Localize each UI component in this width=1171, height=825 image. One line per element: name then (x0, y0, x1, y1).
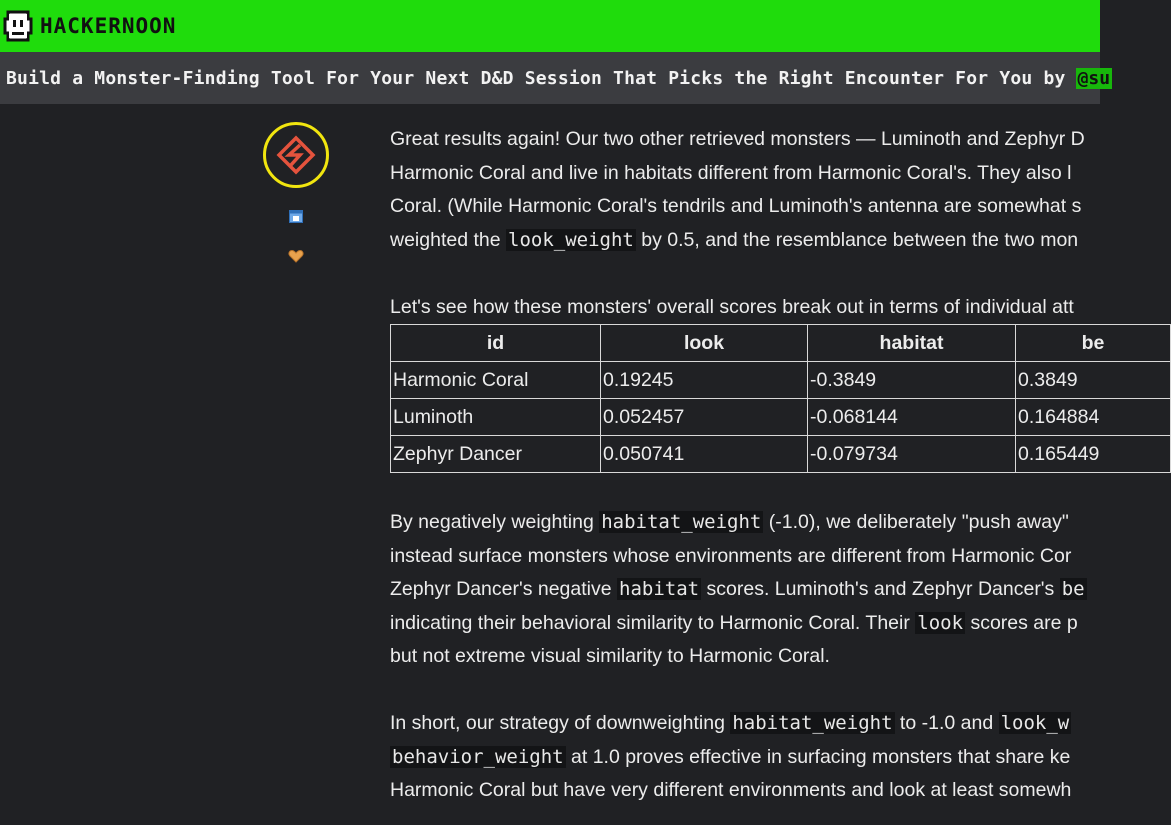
text-fragment: By negatively weighting (390, 511, 600, 533)
table-cell: 0.3849 (1016, 362, 1171, 399)
table-cell: Luminoth (391, 399, 601, 436)
inline-code: be (1061, 578, 1085, 600)
text-fragment: Zephyr Dancer's negative (390, 578, 618, 600)
text-fragment: to -1.0 and (894, 712, 999, 734)
table-cell: -0.068144 (808, 399, 1016, 436)
text-line (390, 573, 1087, 607)
text-fragment: weighted the (390, 228, 507, 251)
inline-code: look (917, 611, 964, 634)
top-navbar (0, 0, 1100, 52)
author-avatar-icon (276, 135, 316, 175)
paragraph-summary (390, 707, 1071, 808)
table-cell: Harmonic Coral (391, 362, 601, 399)
brand-name: HACKERNOON (40, 14, 177, 38)
paragraph-habitat-weighting (390, 506, 1087, 674)
column-header: be (1016, 325, 1171, 362)
inline-code: habitat (619, 578, 700, 600)
table-row (391, 399, 1171, 436)
hackernoon-logo[interactable] (4, 0, 176, 52)
text-fragment: scores. Luminoth's and Zephyr Dancer's (701, 578, 1060, 600)
text-fragment: indicating their behavioral similarity to Harmonic Coral. Their (390, 611, 916, 634)
inline-code: habitat_weight (601, 511, 762, 533)
text-line: instead surface monsters whose environments are different from Harmonic Cor (390, 544, 1072, 567)
table-header-row (391, 325, 1171, 362)
text-line: Let's see how these monsters' overall scores break out in terms of individual att (390, 296, 1074, 318)
author-link[interactable]: @su (1077, 67, 1111, 89)
heart-icon[interactable] (288, 248, 304, 264)
text-line: but not extreme visual similarity to Harmonic Coral. (390, 645, 830, 667)
text-line: Coral. (While Harmonic Coral's tendrils and Luminoth's antenna are somewhat s (390, 195, 1082, 217)
text-line: Harmonic Coral but have very different environments and look at least somewh (390, 779, 1072, 801)
text-fragment: scores are p (965, 611, 1078, 634)
paragraph-results (390, 123, 1085, 257)
text-fragment: (-1.0), we deliberately "push away" (763, 511, 1069, 533)
text-fragment: In short, our strategy of downweighting (390, 712, 731, 734)
text-line (390, 741, 1071, 775)
calendar-icon (288, 208, 304, 224)
table-cell: Zephyr Dancer (391, 436, 601, 473)
hackernoon-logo-icon (4, 10, 32, 42)
paragraph-scores-intro (390, 291, 1074, 325)
table-cell: 0.050741 (601, 436, 808, 473)
article-title-bar (0, 52, 1111, 104)
table-cell: 0.19245 (601, 362, 808, 399)
table-row (391, 362, 1171, 399)
text-line: Great results again! Our two other retrieved monsters — Luminoth and Zephyr D (390, 128, 1085, 150)
article-body (390, 104, 1105, 825)
scores-table (390, 324, 1171, 473)
table-cell: -0.3849 (808, 362, 1016, 399)
text-line (390, 707, 1071, 741)
text-line (390, 506, 1087, 540)
author-avatar[interactable] (263, 122, 329, 188)
table-cell: 0.052457 (601, 399, 808, 436)
column-header: habitat (808, 325, 1016, 362)
text-fragment: at 1.0 proves effective in surfacing monsters that share ke (565, 745, 1071, 768)
text-fragment: by 0.5, and the resemblance between the two mon (635, 228, 1079, 251)
inline-code: look_weight (508, 228, 634, 251)
table-cell: 0.164884 (1016, 399, 1171, 436)
inline-code: look_w (1000, 712, 1070, 734)
text-line: Harmonic Coral and live in habitats different from Harmonic Coral's. They also l (390, 161, 1072, 184)
inline-code: habitat_weight (732, 712, 893, 734)
table-row (391, 436, 1171, 473)
table-cell: -0.079734 (808, 436, 1016, 473)
inline-code: behavior_weight (392, 745, 564, 768)
text-line (390, 607, 1087, 641)
column-header: id (391, 325, 601, 362)
table-cell: 0.165449 (1016, 436, 1171, 473)
article-title: Build a Monster-Finding Tool For Your Next D&D Session That Picks the Right Encounter For You by (6, 67, 1066, 89)
text-line (390, 224, 1085, 258)
column-header: look (601, 325, 808, 362)
